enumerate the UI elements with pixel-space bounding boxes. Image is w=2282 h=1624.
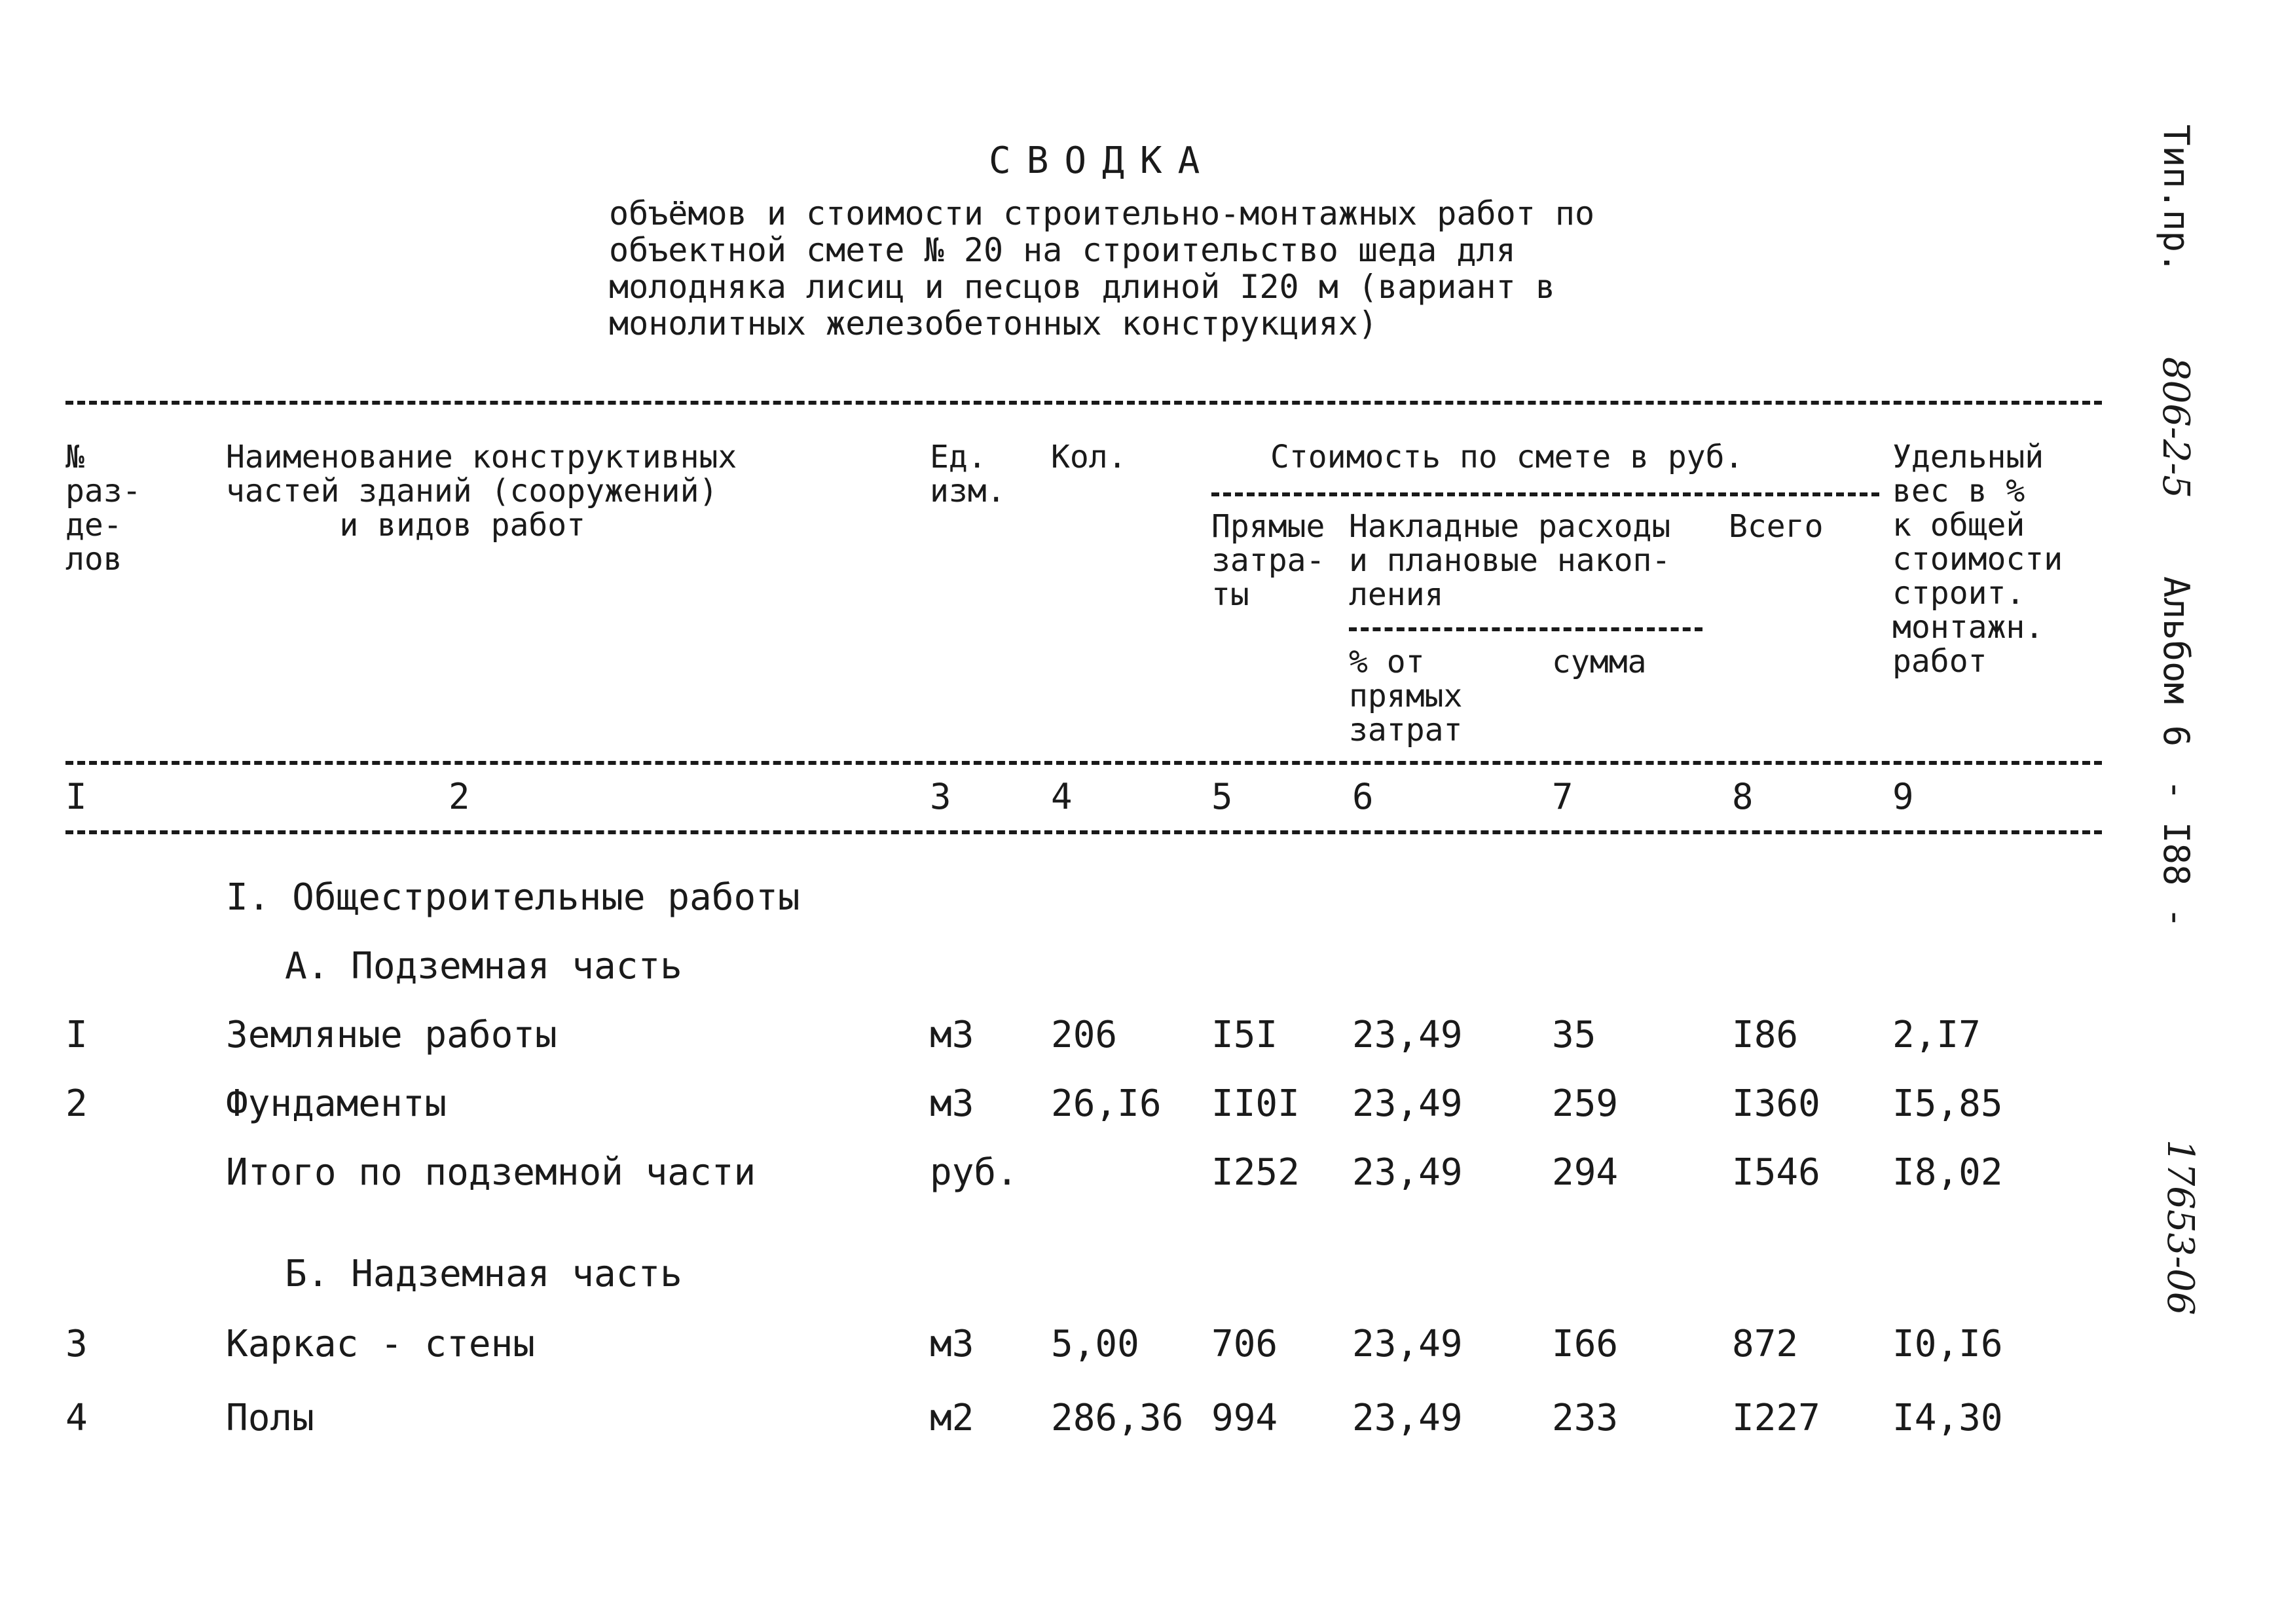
subtitle-line-2: объектной смете № 20 на строительство шеда для — [609, 231, 1516, 269]
cell-qty: 286,36 — [1051, 1397, 1184, 1439]
colnum-9: 9 — [1892, 776, 1914, 817]
subtitle-line-1: объёмов и стоимости строительно-монтажных работ по — [609, 194, 1595, 232]
header-unit: Ед. изм. — [930, 439, 1006, 509]
header-total: Всего — [1729, 508, 1824, 545]
subtitle-line-4: монолитных железобетонных конструкциях) — [609, 304, 1378, 342]
colnum-7: 7 — [1552, 776, 1573, 817]
cell-no: I — [65, 1014, 88, 1056]
header-cost: Стоимость по смете в руб. — [1270, 439, 1744, 475]
cell-name: Итого по подземной части — [226, 1151, 756, 1194]
overhead-rule — [1349, 627, 1702, 631]
cell-unit: м3 — [930, 1014, 974, 1056]
cell-direct: I252 — [1211, 1151, 1300, 1194]
cell-sum: 259 — [1552, 1082, 1619, 1125]
header-overhead: Накладные расходы и плановые накоп- ления — [1349, 508, 1671, 613]
colnum-6: 6 — [1352, 776, 1374, 817]
cell-pct: 23,49 — [1352, 1014, 1463, 1056]
colnum-5: 5 — [1211, 776, 1233, 817]
colnum-3: 3 — [930, 776, 951, 817]
cell-share: I8,02 — [1892, 1151, 2003, 1194]
colnum-bottom-rule — [65, 830, 2102, 834]
cell-total: 872 — [1732, 1323, 1799, 1365]
cell-total: I86 — [1732, 1014, 1799, 1056]
cell-direct: II0I — [1211, 1082, 1300, 1125]
side-code: 806-2-5 — [2154, 357, 2197, 498]
cell-unit: м3 — [930, 1323, 974, 1365]
section-heading-aboveground: Б. Надземная часть — [285, 1253, 682, 1295]
subtitle-line-3: молодняка лисиц и песцов длиной I20 м (вариант в — [609, 268, 1555, 306]
section-heading-general: I. Общестроительные работы — [226, 876, 800, 919]
header-direct-costs: Прямые затра- ты — [1211, 508, 1325, 613]
cell-sum: 294 — [1552, 1151, 1619, 1194]
cell-pct: 23,49 — [1352, 1151, 1463, 1194]
cell-sum: I66 — [1552, 1323, 1619, 1365]
cell-no: 4 — [65, 1397, 88, 1439]
cell-unit: м2 — [930, 1397, 974, 1439]
colnum-1: I — [65, 776, 87, 817]
cell-pct: 23,49 — [1352, 1082, 1463, 1125]
cell-sum: 233 — [1552, 1397, 1619, 1439]
header-quantity: Кол. — [1051, 439, 1127, 475]
section-heading-underground: А. Подземная часть — [285, 945, 682, 987]
cell-total: I360 — [1732, 1082, 1820, 1125]
header-bottom-rule — [65, 761, 2102, 765]
header-share: Удельный вес в % к общей стоимости строит. монтажн. работ — [1892, 439, 2063, 680]
header-name: Наименование конструктивных частей зданий (сооружений) и видов работ — [226, 439, 737, 544]
cell-direct: 994 — [1211, 1397, 1278, 1439]
cell-direct: I5I — [1211, 1014, 1278, 1056]
cell-name: Каркас - стены — [226, 1323, 536, 1365]
cell-share: I0,I6 — [1892, 1323, 2003, 1365]
cell-share: I4,30 — [1892, 1397, 2003, 1439]
side-doc-number: 17653-06 — [2159, 1139, 2201, 1316]
cell-name: Полы — [226, 1397, 314, 1439]
header-percent: % от прямых затрат — [1349, 644, 1463, 748]
cell-pct: 23,49 — [1352, 1397, 1463, 1439]
cell-no: 3 — [65, 1323, 88, 1365]
cell-total: I227 — [1732, 1397, 1820, 1439]
cell-no: 2 — [65, 1082, 88, 1125]
colnum-8: 8 — [1732, 776, 1754, 817]
cell-share: 2,I7 — [1892, 1014, 1981, 1056]
cell-sum: 35 — [1552, 1014, 1596, 1056]
cell-pct: 23,49 — [1352, 1323, 1463, 1365]
cell-share: I5,85 — [1892, 1082, 2003, 1125]
header-top-rule — [65, 401, 2102, 405]
cell-qty: 5,00 — [1051, 1323, 1139, 1365]
side-page: - I88 - — [2156, 779, 2197, 929]
cell-qty: 206 — [1051, 1014, 1118, 1056]
cell-unit: м3 — [930, 1082, 974, 1125]
header-section-no: № раз- де- лов — [65, 439, 141, 578]
cell-unit: руб. — [930, 1151, 1018, 1194]
cell-direct: 706 — [1211, 1323, 1278, 1365]
page-title: СВОДКА — [989, 139, 1216, 182]
cell-qty: 26,I6 — [1051, 1082, 1162, 1125]
header-sum: сумма — [1552, 644, 1647, 680]
cell-total: I546 — [1732, 1151, 1820, 1194]
colnum-2: 2 — [449, 776, 470, 817]
side-typ: Тип.пр. — [2156, 124, 2197, 274]
cell-name: Земляные работы — [226, 1014, 557, 1056]
cost-rule — [1211, 492, 1879, 496]
side-album: Альбом 6 — [2156, 576, 2197, 747]
cell-name: Фундаменты — [226, 1082, 447, 1125]
colnum-4: 4 — [1051, 776, 1073, 817]
